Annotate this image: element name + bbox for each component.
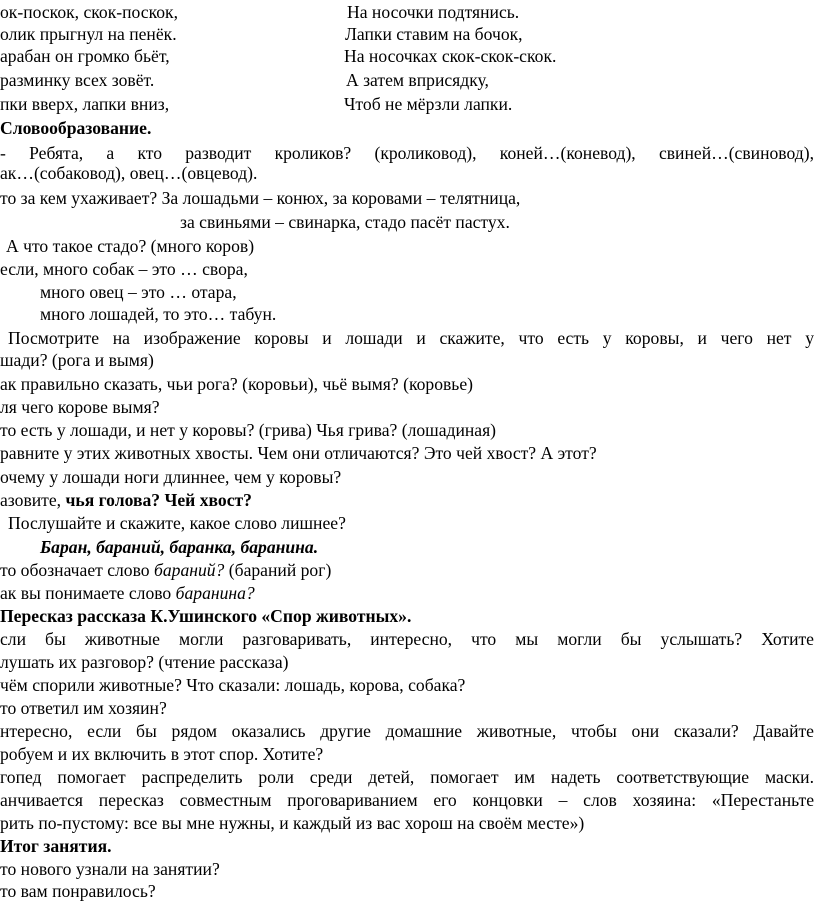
paragraph-line: сли бы животные могли разговаривать, интересно, что мы могли бы услышать? Хотите (0, 629, 814, 649)
poem-left-line: ок-поскок, скок-поскок, (0, 2, 178, 22)
paragraph-line (0, 559, 331, 581)
paragraph-line: нтересно, если бы рядом оказались другие домашние животные, чтобы они сказали? Давайте (0, 721, 814, 741)
paragraph-line: равните у этих животных хвосты. Чем они отличаются? Это чей хвост? А этот? (0, 443, 597, 463)
paragraph-line: то нового узнали на занятии? (0, 859, 220, 879)
paragraph-line: чём спорили животные? Что сказали: лошадь, корова, собака? (0, 675, 466, 695)
paragraph-line: А что такое стадо? (много коров) (6, 236, 255, 256)
paragraph-line: Послушайте и скажите, какое слово лишнее? (8, 513, 346, 533)
paragraph-line: ак правильно сказать, чьи рога? (коровьи), чьё вымя? (коровье) (0, 374, 473, 394)
section-heading-summary: Итог занятия. (0, 836, 112, 856)
paragraph-line: то есть у лошади, и нет у коровы? (грива) Чья грива? (лошадиная) (0, 420, 497, 440)
paragraph-line (0, 489, 252, 511)
italic-text-run: баранина? (175, 583, 255, 603)
text-run: азовите, (0, 490, 66, 510)
paragraph-line: гопед помогает распределить роли среди детей, помогает им надеть соответствующие маски. (0, 767, 814, 787)
paragraph-line: - Ребята, а кто разводит кроликов? (кроликовод), коней…(коневод), свиней…(свиновод), (0, 143, 814, 163)
word-list-line: Баран, бараний, баранка, баранина. (40, 537, 319, 557)
paragraph-line: лушать их разговор? (чтение рассказа) (0, 652, 289, 672)
poem-right-line: На носочках скок-скок-скок. (344, 46, 557, 66)
paragraph-line: если, много собак – это … свора, (0, 259, 248, 279)
paragraph-line: Посмотрите на изображение коровы и лошади и скажите, что есть у коровы, и чего нет у (8, 328, 814, 348)
paragraph-line: анчивается пересказ совместным проговариванием его концовки – слов хозяина: «Перестаньте (0, 790, 814, 810)
section-heading-word-formation: Словообразование. (0, 118, 152, 138)
text-run: ак вы понимаете слово (0, 583, 176, 603)
poem-left-line: олик прыгнул на пенёк. (0, 24, 177, 44)
paragraph-line: рить по-пустому: все вы мне нужны, и каждый из вас хорош на своём месте») (0, 813, 585, 833)
paragraph-line: за свиньями – свинарка, стадо пасёт пастух. (180, 212, 510, 232)
paragraph-line: то за кем ухаживает? За лошадьми – конюх, за коровами – телятница, (0, 188, 521, 208)
poem-right-line: Лапки ставим на бочок, (345, 24, 523, 44)
poem-right-line: А затем вприсядку, (346, 70, 489, 90)
paragraph-line (0, 582, 255, 604)
poem-right-line: На носочки подтянись. (347, 2, 520, 22)
paragraph-line: то ответил им хозяин? (0, 698, 167, 718)
paragraph-line: очему у лошади ноги длиннее, чем у коровы? (0, 467, 342, 487)
paragraph-line: много овец – это … отара, (40, 282, 237, 302)
text-run: (бараний рог) (224, 560, 332, 580)
text-run: то обозначает слово (0, 560, 154, 580)
poem-left-line: пки вверх, лапки вниз, (0, 94, 170, 114)
poem-left-line: разминку всех зовёт. (0, 70, 155, 90)
paragraph-line: то вам понравилось? (0, 881, 156, 901)
section-heading-retell: Пересказ рассказа К.Ушинского «Спор животных». (0, 606, 412, 626)
paragraph-line: робуем и их включить в этот спор. Хотите? (0, 744, 324, 764)
paragraph-line: ак…(собаковод), овец…(овцевод). (0, 163, 258, 183)
paragraph-line: ля чего корове вымя? (0, 397, 160, 417)
poem-right-line: Чтоб не мёрзли лапки. (344, 94, 513, 114)
poem-left-line: арабан он громко бьёт, (0, 46, 170, 66)
bold-text-run: чья голова? Чей хвост? (65, 490, 252, 510)
paragraph-line: много лошадей, то это… табун. (40, 304, 277, 324)
italic-text-run: бараний? (154, 560, 225, 580)
paragraph-line: шади? (рога и вымя) (0, 350, 154, 370)
